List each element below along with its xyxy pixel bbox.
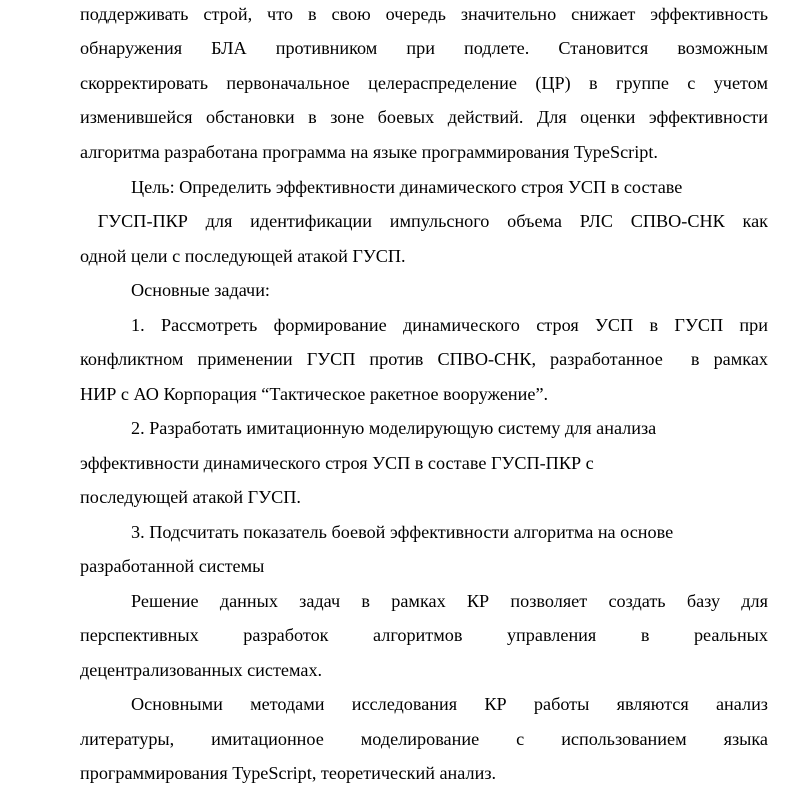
text-line: ГУСП-ПКР для идентификации импульсного объема РЛС СПВО-СНК как	[80, 211, 768, 231]
text-line: 1. Рассмотреть формирование динамического строя УСП в ГУСП при	[131, 315, 768, 335]
text-line: скорректировать первоначальное целераспределение (ЦР) в группе с учетом	[80, 73, 768, 93]
text-line: Решение данных задач в рамках КР позволяет создать базу для	[131, 591, 768, 611]
text-line: программирования TypeScript, теоретический анализ.	[80, 763, 497, 783]
text-line: перспективных разработок алгоритмов управления в реальных	[80, 625, 768, 645]
text-line: 2. Разработать имитационную моделирующую систему для анализа	[131, 418, 657, 438]
text-line: эффективности динамического строя УСП в составе ГУСП-ПКР с	[80, 453, 594, 473]
text-line: разработанной системы	[80, 556, 265, 576]
text-line: последующей атакой ГУСП.	[80, 487, 301, 507]
text-line: НИР с АО Корпорация “Тактическое ракетное вооружение”.	[80, 384, 549, 404]
text-line: литературы, имитационное моделирование с использованием языка	[80, 729, 768, 749]
text-line: обнаружения БЛА противником при подлете. Становится возможным	[80, 38, 768, 58]
text-line: Основные задачи:	[131, 280, 270, 300]
text-line: одной цели с последующей атакой ГУСП.	[80, 246, 406, 266]
text-line: децентрализованных системах.	[80, 660, 323, 680]
text-line: изменившейся обстановки в зоне боевых действий. Для оценки эффективности	[80, 107, 768, 127]
text-line: Основными методами исследования КР работы являются анализ	[131, 694, 768, 714]
text-line: алгоритма разработана программа на языке программирования TypeScript.	[80, 142, 658, 162]
text-line: поддерживать строй, что в свою очередь значительно снижает эффективность	[80, 4, 768, 24]
text-line: Цель: Определить эффективности динамического строя УСП в составе	[131, 177, 683, 197]
text-line: конфликтном применении ГУСП против СПВО-СНК, разработанное в рамках	[80, 349, 768, 369]
text-line: 3. Подсчитать показатель боевой эффективности алгоритма на основе	[131, 522, 674, 542]
